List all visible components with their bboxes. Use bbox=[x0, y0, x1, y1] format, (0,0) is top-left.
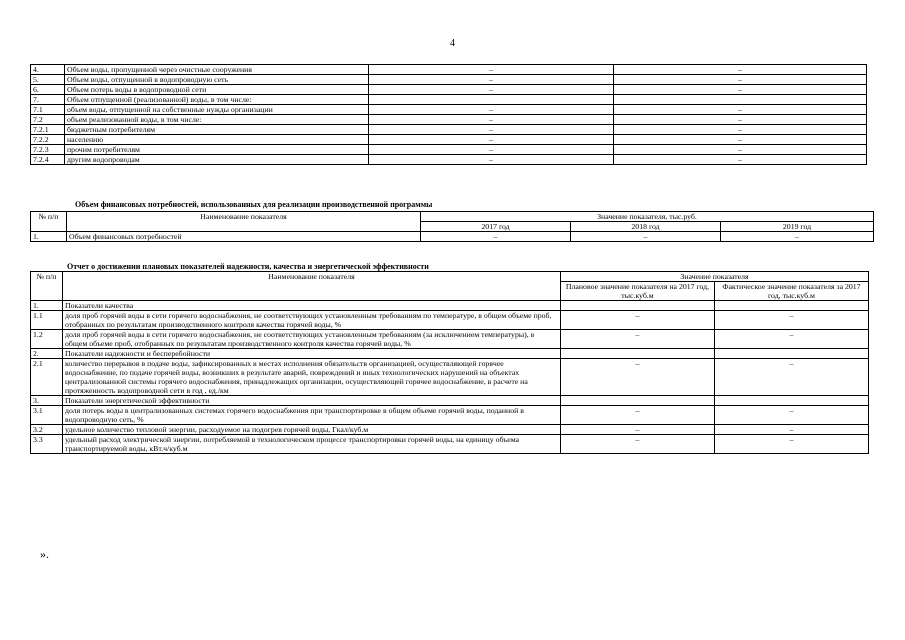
table-row bbox=[31, 65, 867, 75]
fact-value: – bbox=[715, 311, 869, 330]
plan-value: – bbox=[561, 359, 715, 396]
value-cell: – bbox=[614, 145, 867, 155]
value-cell: – bbox=[369, 145, 614, 155]
value-cell: – bbox=[614, 85, 867, 95]
row-name: прочим потребителям bbox=[65, 145, 369, 155]
targets-report-table bbox=[30, 271, 869, 454]
row-num: 5. bbox=[31, 75, 65, 85]
table-row bbox=[31, 155, 867, 165]
table-row bbox=[31, 301, 869, 311]
table-row bbox=[31, 396, 869, 406]
closing-quote: ». bbox=[40, 547, 49, 561]
row-num: 1.1 bbox=[31, 311, 63, 330]
row-num: 7.2.3 bbox=[31, 145, 65, 155]
row-name: доля проб горячей воды в сети горячего водоснабжения, не соответствующих установленным требованиям (за исключением температуры), в общем объеме проб, отобранных по результатам производственного контроля качества горячей воды, % bbox=[63, 330, 561, 349]
plan-value: – bbox=[561, 425, 715, 435]
financial-header-row bbox=[31, 212, 874, 222]
row-name: Объем финансовых потребностей bbox=[67, 232, 421, 242]
row-name: Объем воды, отпущенной в водопроводную сеть bbox=[65, 75, 369, 85]
row-num: 7.2.4 bbox=[31, 155, 65, 165]
table-row bbox=[31, 145, 867, 155]
row-name: Показатели качества bbox=[63, 301, 561, 311]
fact-value: – bbox=[715, 406, 869, 425]
table-row bbox=[31, 95, 867, 105]
row-name: Показатели энергетической эффективности bbox=[63, 396, 561, 406]
num-header: № п/п bbox=[31, 272, 63, 301]
value-cell: – bbox=[614, 65, 867, 75]
value-2017: – bbox=[421, 232, 571, 242]
water-volume-table bbox=[30, 64, 867, 165]
table-row bbox=[31, 425, 869, 435]
table-row bbox=[31, 330, 869, 349]
plan-value bbox=[561, 349, 715, 359]
row-name: Объем потерь воды в водопроводной сети bbox=[65, 85, 369, 95]
value-cell: – bbox=[614, 125, 867, 135]
table-row bbox=[31, 311, 869, 330]
row-name: населению bbox=[65, 135, 369, 145]
fact-value bbox=[715, 349, 869, 359]
table-row bbox=[31, 105, 867, 115]
table-row bbox=[31, 232, 874, 242]
value-cell: – bbox=[614, 75, 867, 85]
row-name: объем воды, отпущенной на собственные нужды организации bbox=[65, 105, 369, 115]
row-name: количество перерывов в подаче воды, зафиксированных в местах исполнения обязательств организацией, осуществляющей горячее водоснабжение, по подаче горячей воды, возникших в результате аварий, повреждений и иных технологических нарушений на объектах централизованной системы горячего водоснабжения, принадлежащих организации, осуществляющей горячее водоснабжение, в расчете на протяженность водопроводной сети в год , ед./км bbox=[63, 359, 561, 396]
fact-value bbox=[715, 396, 869, 406]
value-cell: – bbox=[369, 125, 614, 135]
table-row bbox=[31, 406, 869, 425]
row-num: 2.1 bbox=[31, 359, 63, 396]
row-num: 3. bbox=[31, 396, 63, 406]
plan-value: – bbox=[561, 406, 715, 425]
targets-report-heading: Отчет о достижении плановых показателей надежности, качества и энергетической эффективности bbox=[67, 262, 429, 271]
table-row bbox=[31, 359, 869, 396]
fact-value: – bbox=[715, 330, 869, 349]
row-name: Показатели надежности и бесперебойности bbox=[63, 349, 561, 359]
row-num: 7.2.2 bbox=[31, 135, 65, 145]
row-name: удельное количество тепловой энергии, расходуемое на подогрев горячей воды, Гкал/куб.м bbox=[63, 425, 561, 435]
table-row bbox=[31, 125, 867, 135]
fact-value: – bbox=[715, 435, 869, 454]
value-header: Значение показателя, тыс.руб. bbox=[421, 212, 874, 222]
num-header: № п/п bbox=[31, 212, 67, 232]
fact-header: Фактическое значение показателя за 2017 год, тыс.куб.м bbox=[715, 282, 869, 301]
row-name: доля потерь воды в централизованных системах горячего водоснабжения при транспортировке в общем объеме горячей воды, поданной в водопроводную сеть, % bbox=[63, 406, 561, 425]
table-row bbox=[31, 85, 867, 95]
value-cell: – bbox=[369, 105, 614, 115]
row-name: доля проб горячей воды в сети горячего водоснабжения, не соответствующих установленным требованиям по температуре, в общем объеме проб, отобранных по результатам производственного контроля качества горячей воды, % bbox=[63, 311, 561, 330]
value-cell bbox=[369, 95, 614, 105]
plan-value: – bbox=[561, 311, 715, 330]
row-name: удельный расход электрической энергии, потребляемой в технологическом процессе транспортировки горячей воды, на единицу объема транспортируемой воды, кВт.ч/куб.м bbox=[63, 435, 561, 454]
value-cell: – bbox=[369, 155, 614, 165]
financial-needs-heading: Объем финансовых потребностей, использованных для реализации производственной программы bbox=[75, 200, 433, 209]
row-num: 6. bbox=[31, 85, 65, 95]
row-num: 1.2 bbox=[31, 330, 63, 349]
table-row bbox=[31, 135, 867, 145]
year-2019-header: 2019 год bbox=[721, 222, 874, 232]
plan-value bbox=[561, 396, 715, 406]
value-cell: – bbox=[614, 135, 867, 145]
row-num: 3.2 bbox=[31, 425, 63, 435]
value-cell: – bbox=[369, 85, 614, 95]
financial-needs-table bbox=[30, 211, 874, 242]
plan-value bbox=[561, 301, 715, 311]
row-num: 2. bbox=[31, 349, 63, 359]
row-name: бюджетным потребителям bbox=[65, 125, 369, 135]
row-num: 7. bbox=[31, 95, 65, 105]
table-row bbox=[31, 435, 869, 454]
table-row bbox=[31, 115, 867, 125]
table-row bbox=[31, 349, 869, 359]
year-2017-header: 2017 год bbox=[421, 222, 571, 232]
row-num: 1. bbox=[31, 232, 67, 242]
value-cell: – bbox=[369, 65, 614, 75]
row-num: 7.2.1 bbox=[31, 125, 65, 135]
row-num: 1. bbox=[31, 301, 63, 311]
value-2019: – bbox=[721, 232, 874, 242]
plan-value: – bbox=[561, 435, 715, 454]
plan-value: – bbox=[561, 330, 715, 349]
row-name: объем реализованной воды, в том числе: bbox=[65, 115, 369, 125]
value-cell: – bbox=[614, 155, 867, 165]
name-header: Наименование показателя bbox=[67, 212, 421, 232]
row-num: 3.3 bbox=[31, 435, 63, 454]
row-num: 7.2 bbox=[31, 115, 65, 125]
value-cell: – bbox=[369, 135, 614, 145]
row-num: 4. bbox=[31, 65, 65, 75]
fact-value bbox=[715, 301, 869, 311]
name-header: Наименование показателя bbox=[63, 272, 561, 301]
report-header-row bbox=[31, 272, 869, 282]
row-name: другим водопроводам bbox=[65, 155, 369, 165]
row-num: 3.1 bbox=[31, 406, 63, 425]
row-name: Объем воды, пропущенной через очистные сооружения bbox=[65, 65, 369, 75]
row-name: Объем отпущенной (реализованной) воды, в том числе: bbox=[65, 95, 369, 105]
year-2018-header: 2018 год bbox=[571, 222, 721, 232]
table-row bbox=[31, 75, 867, 85]
value-2018: – bbox=[571, 232, 721, 242]
fact-value: – bbox=[715, 359, 869, 396]
value-cell: – bbox=[369, 115, 614, 125]
plan-header: Плановое значение показателя на 2017 год, тыс.куб.м bbox=[561, 282, 715, 301]
value-cell: – bbox=[369, 75, 614, 85]
value-header: Значение показателя bbox=[561, 272, 869, 282]
page-number: 4 bbox=[450, 38, 455, 49]
value-cell: – bbox=[614, 105, 867, 115]
row-num: 7.1 bbox=[31, 105, 65, 115]
fact-value: – bbox=[715, 425, 869, 435]
value-cell bbox=[614, 95, 867, 105]
value-cell: – bbox=[614, 115, 867, 125]
